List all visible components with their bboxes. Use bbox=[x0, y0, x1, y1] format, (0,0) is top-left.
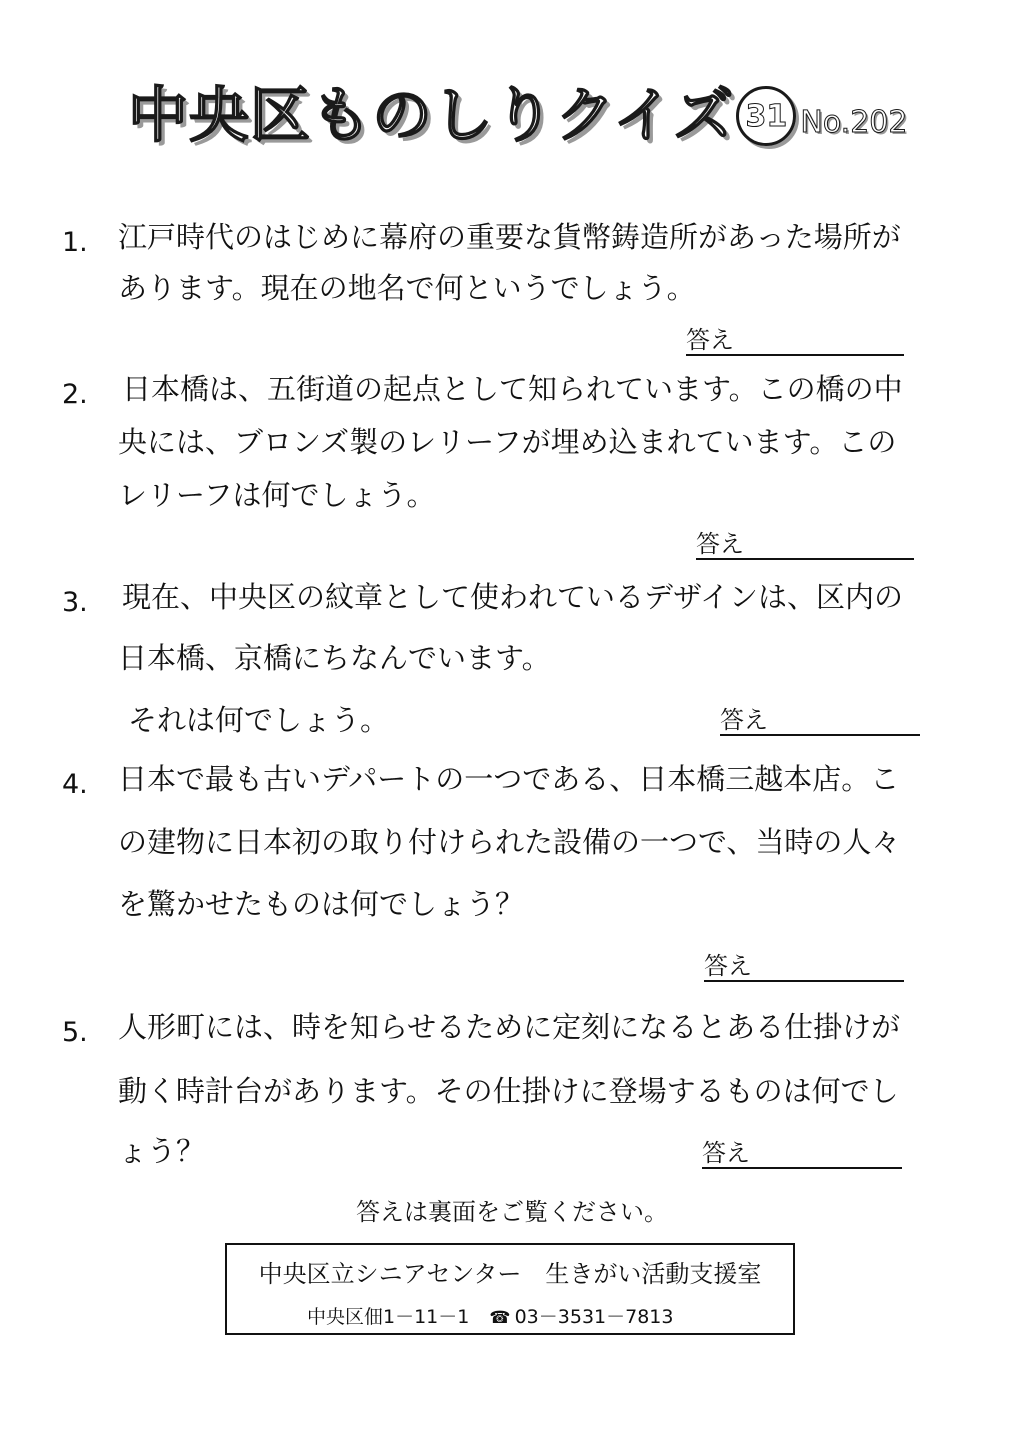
question-2-number: 2. bbox=[62, 379, 88, 410]
question-5-answer-line: 答え bbox=[702, 1139, 902, 1169]
title-circled-number: 31 bbox=[736, 86, 796, 146]
question-2-line-1: 日本橋は、五街道の起点として知られています。この橋の中 bbox=[122, 372, 903, 406]
answers-on-back-note: 答えは裏面をご覧ください。 bbox=[356, 1198, 668, 1226]
question-3-line-1: 現在、中央区の紋章として使われているデザインは、区内の bbox=[122, 580, 903, 614]
question-2-line-3: レリーフは何でしょう。 bbox=[118, 478, 436, 512]
question-4-line-3: を驚かせたものは何でしょう？ bbox=[118, 887, 525, 921]
question-5-line-1: 人形町には、時を知らせるために定刻になるとある仕掛けが bbox=[118, 1010, 901, 1044]
question-4-number: 4. bbox=[62, 769, 88, 800]
question-1-line-1: 江戸時代のはじめに幕府の重要な貨幣鋳造所があった場所が bbox=[118, 220, 901, 254]
question-1-line-2: あります。現在の地名で何というでしょう。 bbox=[118, 271, 696, 305]
question-2-answer-line: 答え bbox=[696, 530, 914, 560]
question-3-number: 3. bbox=[62, 587, 88, 618]
question-5-line-2: 動く時計台があります。その仕掛けに登場するものは何でし bbox=[118, 1074, 899, 1108]
title-issue-number: No.202 bbox=[800, 105, 908, 140]
question-4-line-1: 日本で最も古いデパートの一つである、日本橋三越本店。こ bbox=[118, 762, 900, 796]
question-2-line-2: 央には、ブロンズ製のレリーフが埋め込まれています。この bbox=[118, 425, 897, 459]
footer-address-line bbox=[307, 1305, 673, 1330]
question-4-line-2: の建物に日本初の取り付けられた設備の一つで、当時の人々 bbox=[118, 825, 901, 859]
question-3-line-2: 日本橋、京橋にちなんでいます。 bbox=[118, 641, 551, 675]
footer-address: 中央区佃1－11－1 bbox=[307, 1306, 470, 1328]
question-4-answer-line: 答え bbox=[704, 952, 904, 982]
question-1-number: 1. bbox=[62, 227, 88, 258]
title-main: 中央区ものしりクイズ bbox=[128, 81, 735, 151]
footer-contact-box bbox=[225, 1243, 795, 1335]
question-1-answer-line: 答え bbox=[686, 326, 904, 356]
page-title bbox=[128, 66, 907, 156]
question-5-number: 5. bbox=[62, 1017, 88, 1048]
footer-organization: 中央区立シニアセンター 生きがい活動支援室 bbox=[258, 1260, 762, 1288]
question-5-line-3: ょう？ bbox=[118, 1134, 206, 1168]
question-3-line-3: それは何でしょう。 bbox=[128, 703, 390, 737]
question-3-answer-line: 答え bbox=[720, 706, 920, 736]
phone-icon: ☎ bbox=[489, 1308, 511, 1328]
footer-phone: 03－3531－7813 bbox=[514, 1306, 674, 1328]
